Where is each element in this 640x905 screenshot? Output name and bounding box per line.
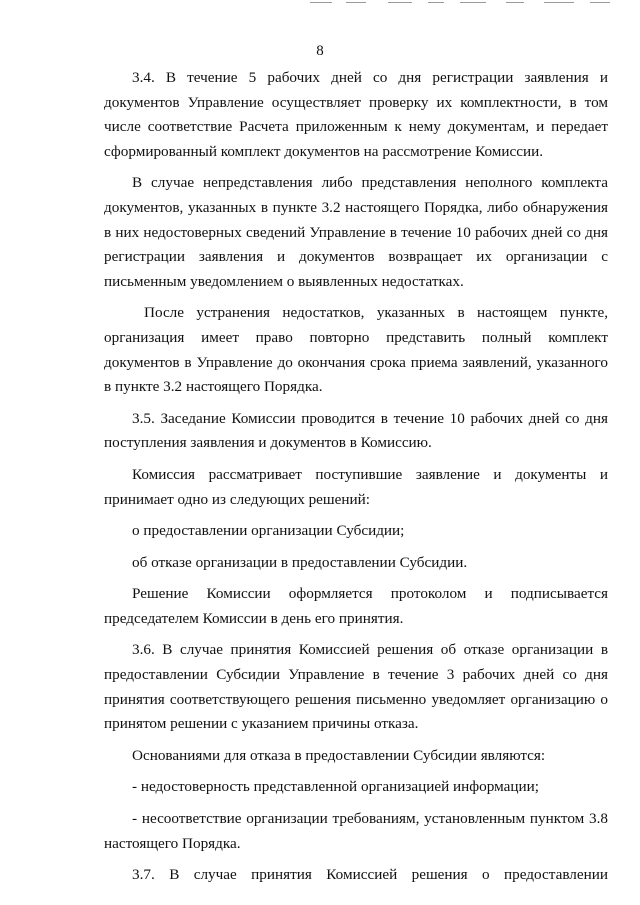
paragraph-gap [104,544,608,551]
text-line: регистрации заявления и документов возвращает их организации с [104,248,608,266]
text-line: организация имеет право повторно представить полный комплект [104,328,608,346]
paragraph-gap [104,737,608,744]
text-line: об отказе организации в предоставлении Субсидии. [132,553,468,571]
text-line: предоставлении Субсидии Управление в течение 3 рабочих дней со дня [104,666,608,684]
text-line: письменным уведомлением о выявленных недостатках. [104,272,464,290]
text-line: настоящего Порядка. [104,834,241,852]
text-line: - несоответствие организации требованиям, установленным пунктом 3.8 [132,810,608,828]
text-line: председателем Комиссии в день его принятия. [104,609,404,627]
text-line: 3.6. В случае принятия Комиссией решения об отказе организации в [132,641,608,659]
text-line: документов в Управление до окончания срока приема заявлений, указанного [104,353,608,371]
paragraph [104,463,608,512]
text-line: принятом решении с указанием причины отказа. [104,715,419,733]
paragraph [104,519,608,544]
paragraph [104,407,608,456]
text-line: поступления заявления и документов в Комиссию. [104,434,432,452]
paragraph [104,582,608,631]
text-line: Комиссия рассматривает поступившие заявление и документы и [132,465,608,483]
paragraph-gap [104,856,608,863]
paragraph-gap [104,768,608,775]
paragraph-gap [104,512,608,519]
text-line: В случае непредставления либо представления неполного комплекта [132,174,608,192]
text-line: сформированный комплект документов на рассмотрение Комиссии. [104,142,544,160]
text-line: Основаниями для отказа в предоставлении Субсидии являются: [132,746,546,764]
text-line: 3.4. В течение 5 рабочих дней со дня регистрации заявления и [132,69,608,86]
text-line: числе соответствие Расчета приложенным к нему документам, и передает [104,118,608,136]
paragraph-gap [104,456,608,463]
paragraph [104,638,608,736]
text-line: о предоставлении организации Субсидии; [132,522,405,540]
scan-artifact-marks [310,2,620,4]
text-line: 3.5. Заседание Комиссии проводится в течение 10 рабочих дней со дня [132,409,608,427]
text-line: принятия соответствующего решения письменно уведомляет организацию о [104,690,608,708]
paragraph-gap [104,800,608,807]
paragraph [104,66,608,164]
text-line: - недостоверность представленной организацией информации; [132,778,539,796]
text-line: в них недостоверных сведений Управление в течение 10 рабочих дней со дня [104,223,608,241]
text-line: документов Управление осуществляет проверку их комплектности, в том [104,93,608,111]
paragraph [104,807,608,856]
document-body [104,66,608,888]
paragraph-gap [104,164,608,171]
paragraph-gap [104,575,608,582]
paragraph [104,171,608,294]
text-line: в пункте 3.2 настоящего Порядка. [104,378,323,396]
paragraph-gap [104,294,608,301]
text-line: Решение Комиссии оформляется протоколом и подписывается [132,585,608,603]
text-line: 3.7. В случае принятия Комиссией решения о предоставлении [132,866,608,884]
paragraph-gap [104,400,608,407]
paragraph [104,863,608,888]
paragraph [104,551,608,576]
paragraph [104,775,608,800]
paragraph [104,301,608,399]
paragraph [104,744,608,769]
text-line: После устранения недостатков, указанных в настоящем пункте, [144,304,608,322]
paragraph-gap [104,631,608,638]
text-line: документов, указанных в пункте 3.2 настоящего Порядка, либо обнаружения [104,198,608,216]
text-line: принимает одно из следующих решений: [104,490,370,508]
page-number: 8 [316,43,324,59]
